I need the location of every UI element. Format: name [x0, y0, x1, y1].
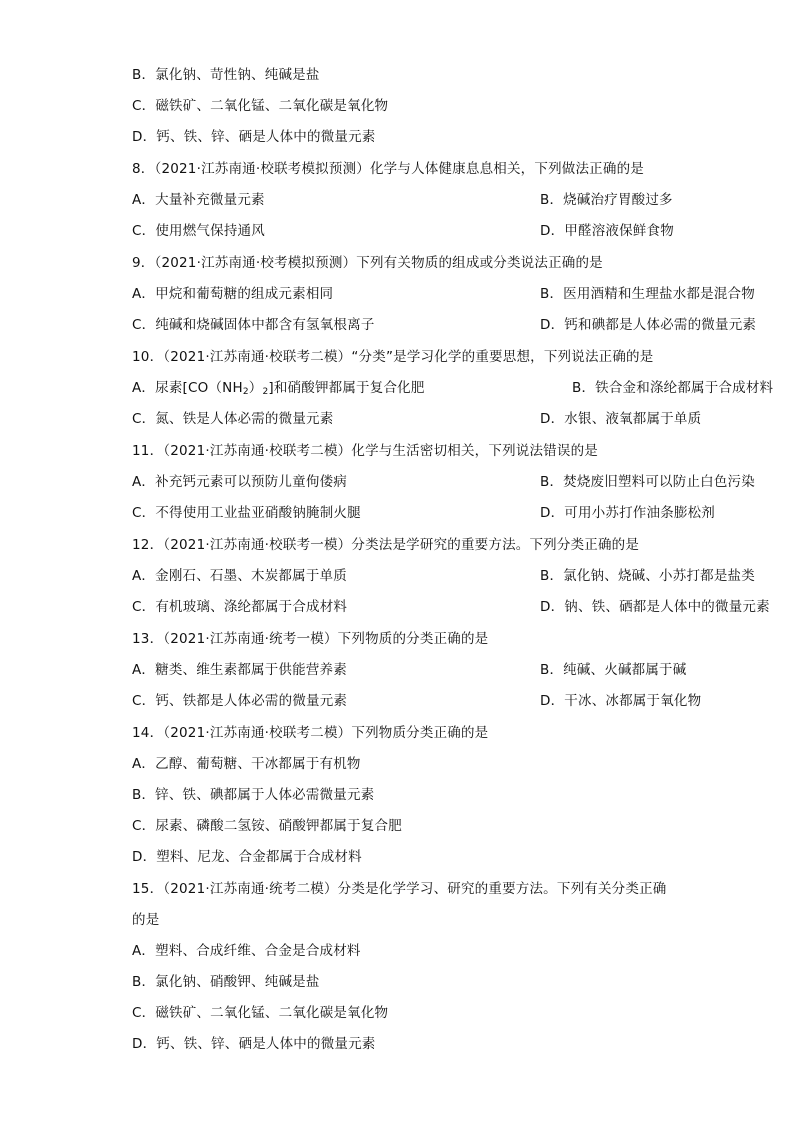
- option-c: C．有机玻璃、涤纶都属于合成材料: [132, 599, 348, 615]
- question-stem-15-cont: 的是: [132, 912, 160, 928]
- option-text: B．氯化钠、苛性钠、纯碱是盐: [132, 67, 320, 83]
- option-text: C．磁铁矿、二氧化锰、二氧化碳是氧化物: [132, 98, 389, 114]
- option-d: D．塑料、尼龙、合金都属于合成材料: [132, 849, 362, 865]
- option-row: [132, 379, 774, 397]
- question-stem-10: 10．（2021·江苏南通·校联考二模）“分类”是学习化学的重要思想，下列说法正确的是: [132, 349, 654, 365]
- question-stem-14: 14．（2021·江苏南通·校联考二模）下列物质分类正确的是: [132, 725, 489, 741]
- question-stem-13: 13．（2021·江苏南通·统考一模）下列物质的分类正确的是: [132, 631, 489, 647]
- option-row: [132, 285, 755, 303]
- option-c: C．磁铁矿、二氧化锰、二氧化碳是氧化物: [132, 1005, 389, 1021]
- option-b: B．锌、铁、碘都属于人体必需微量元素: [132, 787, 375, 803]
- option-b: B．医用酒精和生理盐水都是混合物: [540, 286, 755, 302]
- option-row: [132, 473, 755, 491]
- option-row: [132, 410, 702, 428]
- option-d: D．可用小苏打作油条膨松剂: [540, 505, 715, 521]
- option-b: B．铁合金和涤纶都属于合成材料: [572, 380, 774, 396]
- option-d: D．钙、铁、锌、硒是人体中的微量元素: [132, 1036, 376, 1052]
- option-row: [132, 598, 770, 616]
- question-stem-12: 12．（2021·江苏南通·校联考一模）分类法是学研究的重要方法。下列分类正确的是: [132, 537, 640, 553]
- option-b: B．氯化钠、硝酸钾、纯碱是盐: [132, 974, 320, 990]
- option-c: C．纯碱和烧碱固体中都含有氢氧根离子: [132, 317, 375, 333]
- question-stem-8: 8．（2021·江苏南通·校联考模拟预测）化学与人体健康息息相关，下列做法正确的是: [132, 161, 644, 177]
- option-d: D．钠、铁、硒都是人体中的微量元素: [540, 599, 770, 615]
- option-a: A．糖类、维生素都属于供能营养素: [132, 662, 347, 678]
- option-row: [132, 567, 755, 585]
- option-c: C．使用燃气保持通风: [132, 223, 265, 239]
- question-stem-11: 11．（2021·江苏南通·校联考二模）化学与生活密切相关，下列说法错误的是: [132, 443, 598, 459]
- option-a: A．甲烷和葡萄糖的组成元素相同: [132, 286, 334, 302]
- option-a: A．尿素$[CO(NH_2)_2]$和硝酸钾都属于复合化肥: [132, 380, 425, 397]
- option-a: A．塑料、合成纤维、合金是合成材料: [132, 943, 361, 959]
- option-a: A．补充钙元素可以预防儿童佝偻病: [132, 474, 347, 490]
- option-d: D．水银、液氧都属于单质: [540, 411, 702, 427]
- option-a: A．大量补充微量元素: [132, 192, 265, 208]
- option-row: [132, 504, 715, 522]
- option-c: C．不得使用工业盐亚硝酸钠腌制火腿: [132, 505, 361, 521]
- option-row: [132, 661, 687, 679]
- option-c: C．氮、铁是人体必需的微量元素: [132, 411, 334, 427]
- option-row: [132, 316, 757, 334]
- option-row: [132, 222, 674, 240]
- option-d: D．钙和碘都是人体必需的微量元素: [540, 317, 757, 333]
- option-b: B．纯碱、火碱都属于碱: [540, 662, 687, 678]
- option-text: D．钙、铁、锌、硒是人体中的微量元素: [132, 129, 376, 145]
- option-c: C．尿素、磷酸二氢铵、硝酸钾都属于复合肥: [132, 818, 402, 834]
- question-stem-15: 15．（2021·江苏南通·统考二模）分类是化学学习、研究的重要方法。下列有关分类正确: [132, 881, 667, 897]
- option-d: D．干冰、冰都属于氧化物: [540, 693, 702, 709]
- option-row: [132, 191, 673, 209]
- option-d: D．甲醛溶液保鲜食物: [540, 223, 674, 239]
- option-b: B．氯化钠、烧碱、小苏打都是盐类: [540, 568, 755, 584]
- option-c: C．钙、铁都是人体必需的微量元素: [132, 693, 348, 709]
- option-a: A．乙醇、葡萄糖、干冰都属于有机物: [132, 756, 361, 772]
- option-row: [132, 692, 702, 710]
- option-b: B．烧碱治疗胃酸过多: [540, 192, 673, 208]
- option-a: A．金刚石、石墨、木炭都属于单质: [132, 568, 347, 584]
- question-stem-9: 9．（2021·江苏南通·校考模拟预测）下列有关物质的组成或分类说法正确的是: [132, 255, 603, 271]
- option-b: B．焚烧废旧塑料可以防止白色污染: [540, 474, 755, 490]
